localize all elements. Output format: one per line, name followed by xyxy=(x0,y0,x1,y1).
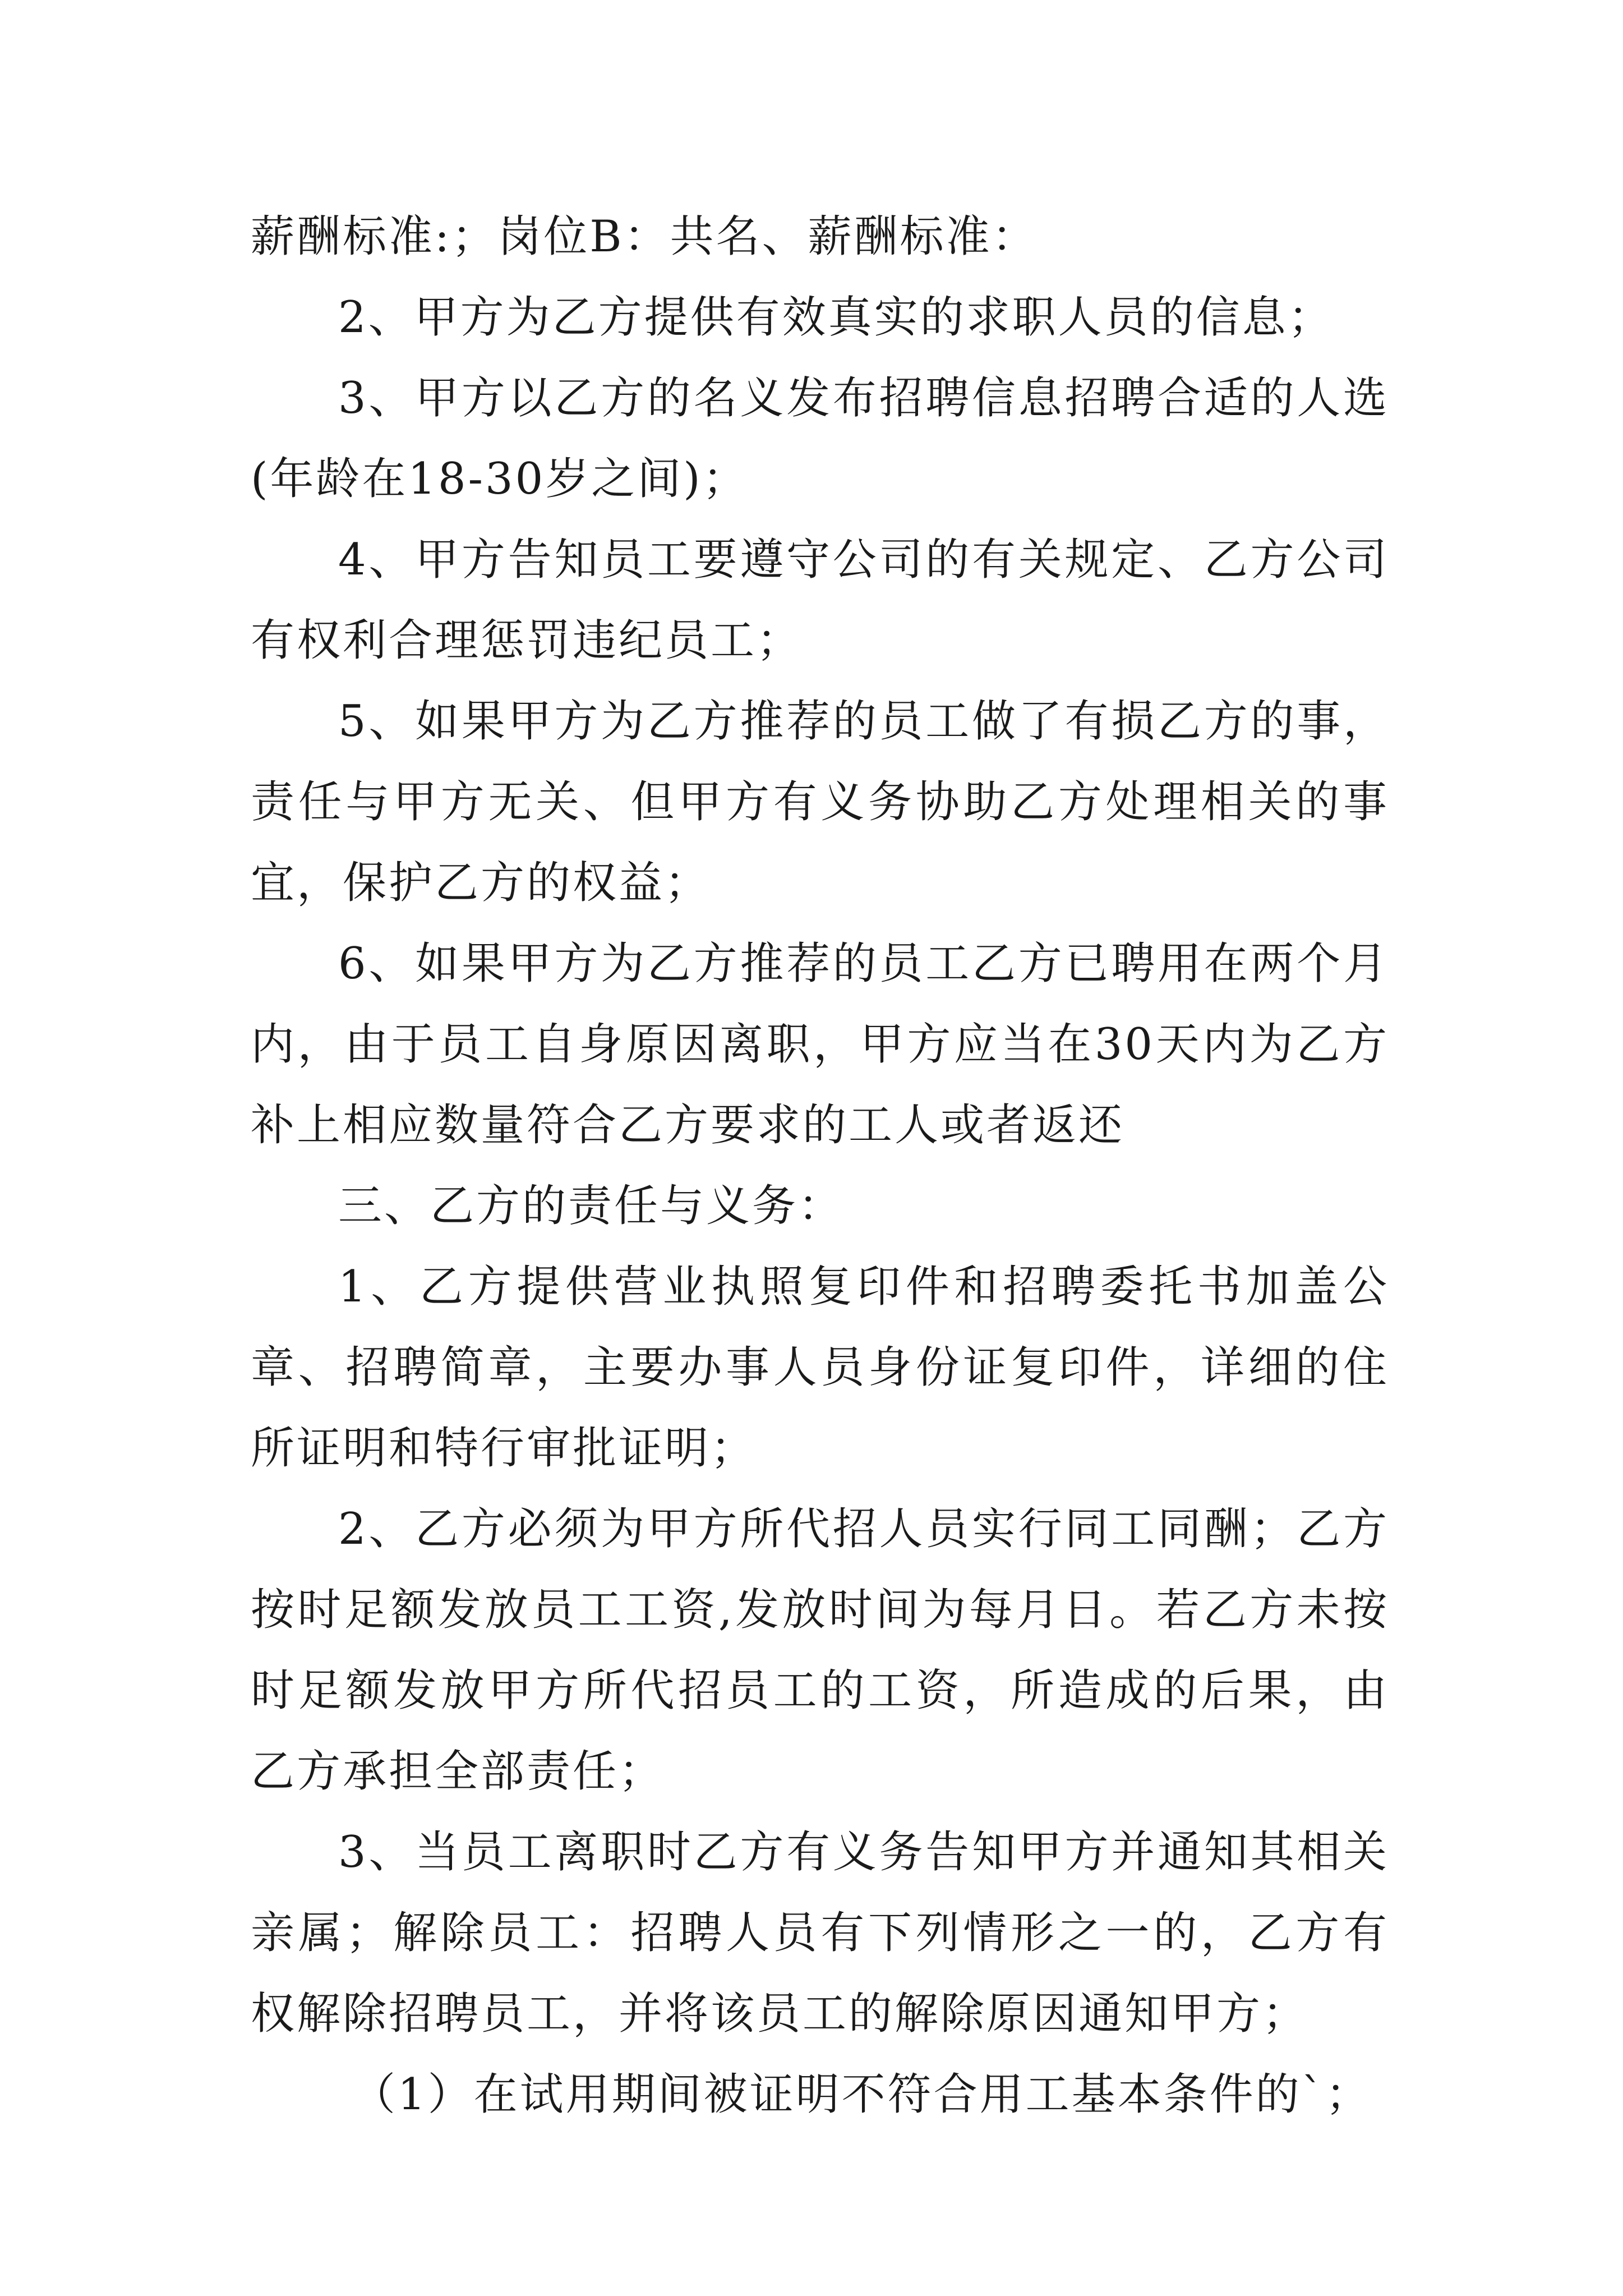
paragraph-b-clause-3: 3、当员工离职时乙方有义务告知甲方并通知其相关亲属；解除员工：招聘人员有下列情形之一的，乙方有权解除招聘员工，并将该员工的解除原因通知甲方； xyxy=(251,1827,1389,2039)
paragraph-b-clause-1: 1、乙方提供营业执照复印件和招聘委托书加盖公章、招聘简章，主要办事人员身份证复印件，详细的住所证明和特行审批证明； xyxy=(251,1262,1389,1474)
paragraph-clause-5: 5、如果甲方为乙方推荐的员工做了有损乙方的事，责任与甲方无关、但甲方有义务协助乙方处理相关的事宜，保护乙方的权益； xyxy=(251,696,1389,908)
paragraph-salary-standard: 薪酬标准:；岗位B：共名、薪酬标准： xyxy=(251,211,1038,262)
paragraph-clause-4: 4、甲方告知员工要遵守公司的有关规定、乙方公司有权利合理惩罚违纪员工； xyxy=(251,535,1389,666)
paragraph-b-clause-2: 2、乙方必须为甲方所代招人员实行同工同酬；乙方按时足额发放员工工资,发放时间为每月日。若乙方未按时足额发放甲方所代招员工的工资，所造成的后果，由乙方承担全部责任； xyxy=(251,1504,1389,1797)
paragraph-clause-3: 3、甲方以乙方的名义发布招聘信息招聘合适的人选(年龄在18-30岁之间)； xyxy=(251,373,1389,504)
paragraph-sub-item-1: （1）在试用期间被证明不符合用工基本条件的`； xyxy=(352,2069,1372,2120)
section-heading-party-b-duties: 三、乙方的责任与义务： xyxy=(338,1181,845,1231)
paragraph-clause-2: 2、甲方为乙方提供有效真实的求职人员的信息； xyxy=(338,292,1334,343)
document-body xyxy=(251,196,1389,2135)
paragraph-clause-6: 6、如果甲方为乙方推荐的员工乙方已聘用在两个月内，由于员工自身原因离职，甲方应当在30天内为乙方补上相应数量符合乙方要求的工人或者返还 xyxy=(251,938,1389,1151)
